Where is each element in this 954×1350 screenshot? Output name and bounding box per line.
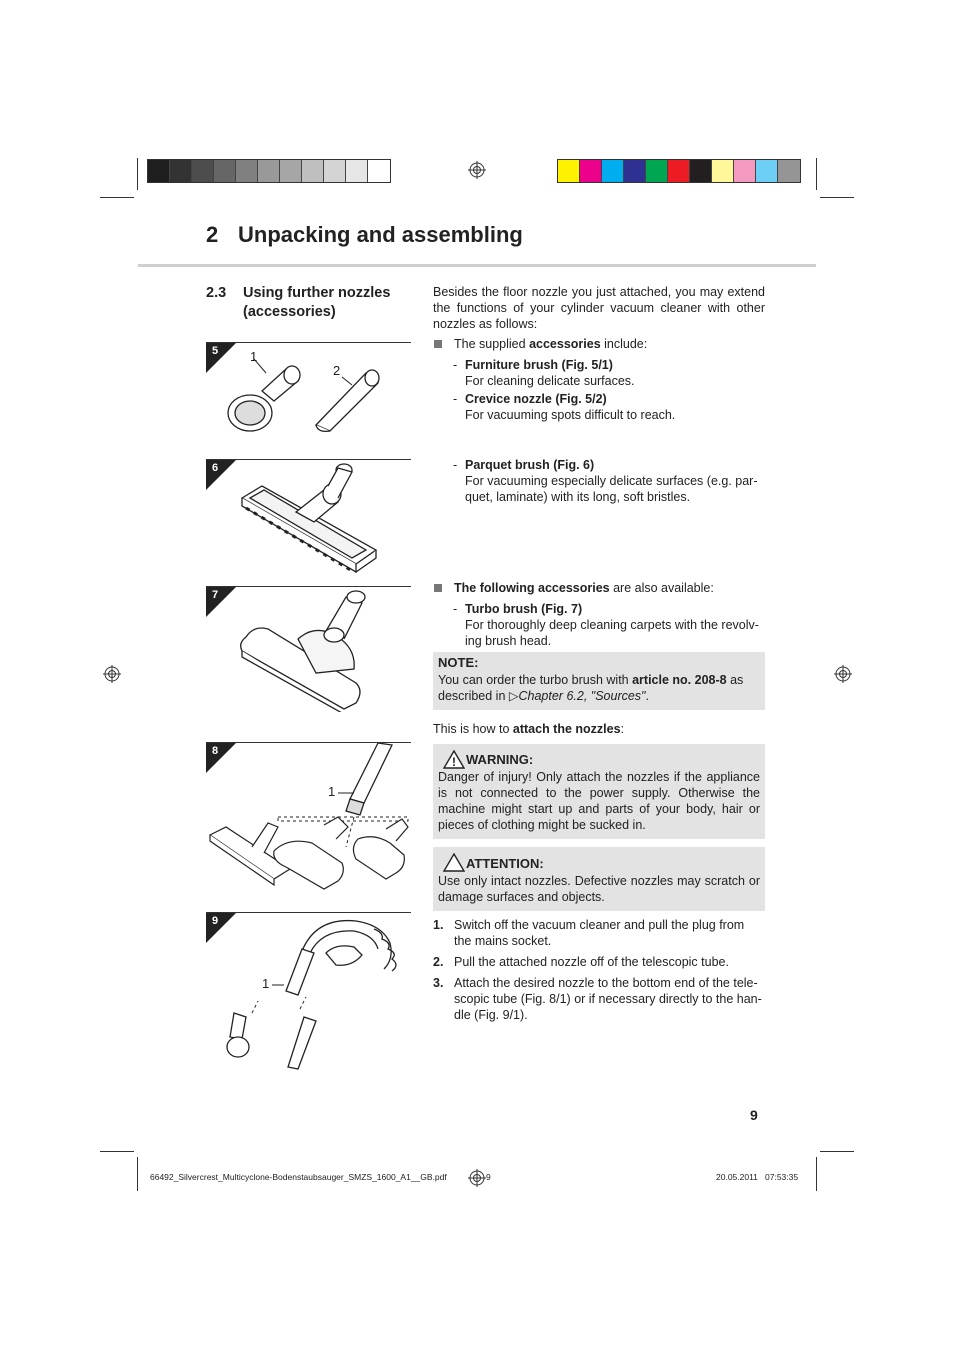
arrow-right-icon: ▷ <box>508 689 519 703</box>
steps-list <box>433 917 765 1028</box>
figure-label: 1 <box>250 349 258 364</box>
color-swatch <box>148 160 170 182</box>
chapter-divider <box>138 264 816 267</box>
list-item-turbo-brush: - Turbo brush (Fig. 7) For thoroughly deep cleaning carpets with the revolv- ing brush head. <box>453 602 759 648</box>
color-swatch <box>690 160 712 182</box>
color-swatch <box>324 160 346 182</box>
color-swatch <box>580 160 602 182</box>
footer-filename: 66492_Silvercrest_Multicyclone-Bodenstaubsauger_SMZS_1600_A1__GB.pdf <box>150 1172 447 1182</box>
color-swatch <box>712 160 734 182</box>
color-swatch <box>368 160 390 182</box>
chapter-number: 2 <box>206 222 219 247</box>
turbo-brush-illustration <box>206 587 411 712</box>
item-description: For vacuuming spots difficult to reach. <box>465 408 676 422</box>
list-item-furniture-brush: - Furniture brush (Fig. 5/1) For cleaning delicate surfaces. <box>453 358 635 388</box>
list-item-crevice-nozzle: - Crevice nozzle (Fig. 5/2) For vacuuming spots difficult to reach. <box>453 392 676 422</box>
color-swatch <box>734 160 756 182</box>
figure-label: 2 <box>333 363 341 378</box>
note-heading: NOTE: <box>438 655 479 670</box>
figure-9 <box>206 912 411 1078</box>
attention-heading: ATTENTION: <box>466 856 544 871</box>
color-swatch <box>624 160 646 182</box>
item-title: Crevice nozzle (Fig. 5/2) <box>465 392 607 406</box>
footer-page: 9 <box>486 1172 491 1182</box>
note-text: You can order the turbo brush with article no. 208-8 as described in ▷Chapter 6.2, "Sources". <box>438 673 744 703</box>
handle-and-nozzles-illustration <box>206 913 411 1078</box>
item-title: Furniture brush (Fig. 5/1) <box>465 358 613 372</box>
color-swatch <box>192 160 214 182</box>
following-bullet: The following accessories are also available: <box>433 580 714 596</box>
item-title: Parquet brush (Fig. 6) <box>465 458 595 472</box>
nozzle-attachment-illustration <box>206 743 411 903</box>
attach-intro: This is how to attach the nozzles: <box>433 722 625 736</box>
color-swatch <box>668 160 690 182</box>
attention-text: Use only intact nozzles. Defective nozzles may scratch or damage surfaces and objects. <box>438 874 760 904</box>
furniture-brush-and-crevice-nozzle-illustration <box>206 343 411 443</box>
section-number: 2.3 <box>206 285 227 301</box>
step-item: 1. Switch off the vacuum cleaner and pull the plug from the mains socket. <box>433 918 745 948</box>
note-box <box>433 652 765 710</box>
chapter-heading <box>206 222 523 248</box>
registration-mark-icon <box>468 161 486 179</box>
supplied-bullet: The supplied accessories include: <box>433 336 647 352</box>
color-swatch <box>258 160 280 182</box>
figure-8 <box>206 742 411 903</box>
warning-box <box>433 744 765 839</box>
section-title: Using further nozzles (accessories) <box>243 285 391 320</box>
bullet-square-icon <box>434 340 442 348</box>
color-swatch <box>778 160 800 182</box>
figure-number: 7 <box>212 589 219 601</box>
page-number: 9 <box>750 1107 758 1123</box>
warning-heading: WARNING: <box>466 752 534 767</box>
registration-mark-icon <box>103 665 121 683</box>
color-swatch <box>646 160 668 182</box>
figure-number: 8 <box>212 745 219 757</box>
attention-triangle-icon <box>443 853 465 872</box>
color-swatch <box>558 160 580 182</box>
registration-mark-icon <box>834 665 852 683</box>
figure-5 <box>206 342 411 443</box>
color-swatch <box>280 160 302 182</box>
warning-text: Danger of injury! Only attach the nozzles if the appliance is not connected to the power supply. Otherwise the machine might start up and parts of your body, hair or pieces of clothing might be sucked in. <box>438 770 760 832</box>
color-swatch <box>302 160 324 182</box>
intro-paragraph: Besides the floor nozzle you just attached, you may extend the functions of your cylinder vacuum cleaner with other nozzles as follows: <box>433 285 765 331</box>
figure-6 <box>206 459 411 578</box>
figure-number: 9 <box>212 915 219 927</box>
bullet-square-icon <box>434 584 442 592</box>
figure-label: 1 <box>262 976 270 991</box>
color-swatch <box>602 160 624 182</box>
parquet-brush-illustration <box>206 460 411 578</box>
footer-timestamp: 20.05.2011 07:53:35 <box>716 1172 799 1182</box>
process-color-bar <box>557 159 801 183</box>
step-item: 3. Attach the desired nozzle to the bottom end of the tele-scopic tube (Fig. 8/1) or if necessary directly to the han-dle (Fig. 9/1). <box>433 976 762 1022</box>
figure-number: 6 <box>212 462 219 474</box>
color-swatch <box>756 160 778 182</box>
color-swatch <box>214 160 236 182</box>
gray-color-bar <box>147 159 391 183</box>
chapter-title: Unpacking and assembling <box>238 222 523 247</box>
figure-label: 1 <box>328 784 336 799</box>
figure-number: 5 <box>212 345 219 357</box>
step-item: 2. Pull the attached nozzle off of the telescopic tube. <box>433 955 729 969</box>
registration-mark-icon <box>468 1169 486 1187</box>
figure-7 <box>206 586 411 712</box>
attention-box <box>433 847 765 911</box>
color-swatch <box>236 160 258 182</box>
warning-triangle-icon <box>443 750 465 769</box>
svg-text:!: ! <box>452 755 456 769</box>
item-title: Turbo brush (Fig. 7) <box>465 602 583 616</box>
color-swatch <box>170 160 192 182</box>
color-swatch <box>346 160 368 182</box>
item-description: For cleaning delicate surfaces. <box>465 374 635 388</box>
list-item-parquet-brush: - Parquet brush (Fig. 6) For vacuuming especially delicate surfaces (e.g. par- quet, laminate) with its long, soft bristles. <box>453 458 758 504</box>
